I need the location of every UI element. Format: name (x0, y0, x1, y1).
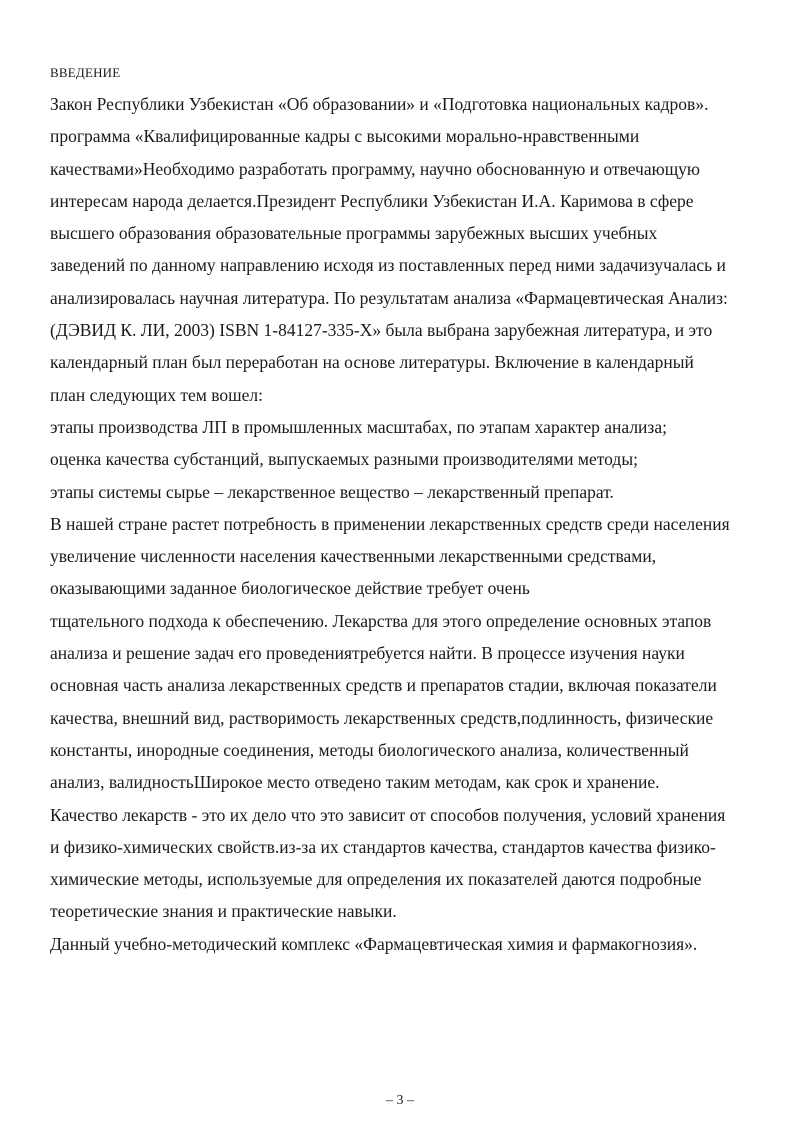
text-line: Данный учебно-методический комплекс «Фармацевтическая химия и фармакогнозия». (50, 933, 698, 954)
page-number: – 3 – (386, 1093, 414, 1108)
text-line: оказывающими заданное биологическое действие требует очень (50, 578, 530, 599)
text-line: тщательного подхода к обеспечению. Лекарства для этого определение основных этапов (50, 610, 712, 631)
text-line: заведений по данному направлению исходя из поставленных перед ними задачизучалась и (50, 255, 726, 276)
text-line: Закон Республики Узбекистан «Об образовании» и «Подготовка национальных кадров». (50, 94, 709, 114)
text-line: Качество лекарств - это их дело что это зависит от способов получения, условий хранения (50, 804, 726, 825)
text-line: качествами»Необходимо разработать программу, научно обоснованную и отвечающую (50, 158, 700, 179)
text-line: константы, инородные соединения, методы биологического анализа, количественный (50, 739, 689, 760)
text-line: (ДЭВИД К. ЛИ, 2003) ISBN 1-84127-335-X» была выбрана зарубежная литература, и это (50, 320, 713, 341)
text-line: теоретические знания и практические навыки. (50, 901, 397, 922)
body-text (50, 88, 790, 960)
text-line: этапы производства ЛП в промышленных масштабах, по этапам характер анализа; (50, 416, 667, 437)
text-line: оценка качества субстанций, выпускаемых разными производителями методы; (50, 449, 638, 470)
text-line: анализа и решение задач его проведениятребуется найти. В процессе изучения науки (50, 643, 685, 664)
text-line: высшего образования образовательные программы зарубежных высших учебных (50, 223, 658, 244)
text-line: анализ, валидностьШирокое место отведено таким методам, как срок и хранение. (50, 772, 660, 793)
text-line: план следующих тем вошел: (50, 384, 263, 405)
text-line: анализировалась научная литература. По результатам анализа «Фармацевтическая Анализ: (50, 287, 728, 308)
text-line: календарный план был переработан на основе литературы. Включение в календарный (50, 352, 694, 373)
text-line: В нашей стране растет потребность в применении лекарственных средств среди населения (50, 513, 730, 534)
section-heading: ВВЕДЕНИЕ (50, 65, 121, 80)
text-line: этапы системы сырье – лекарственное вещество – лекарственный препарат. (50, 481, 614, 502)
text-line: увеличение численности населения качественными лекарственными средствами, (50, 546, 657, 567)
text-line: интересам народа делается.Президент Республики Узбекистан И.А. Каримова в сфере (50, 190, 694, 211)
text-line: программа «Квалифицированные кадры с высокими морально-нравственными (50, 126, 640, 147)
text-line: основная часть анализа лекарственных средств и препаратов стадии, включая показатели (50, 675, 717, 696)
text-line: качества, внешний вид, растворимость лекарственных средств,подлинность, физические (50, 707, 714, 728)
text-line: химические методы, используемые для определения их показателей даются подробные (50, 869, 702, 890)
text-line: и физико-химических свойств.из-за их стандартов качества, стандартов качества физико- (50, 836, 716, 857)
